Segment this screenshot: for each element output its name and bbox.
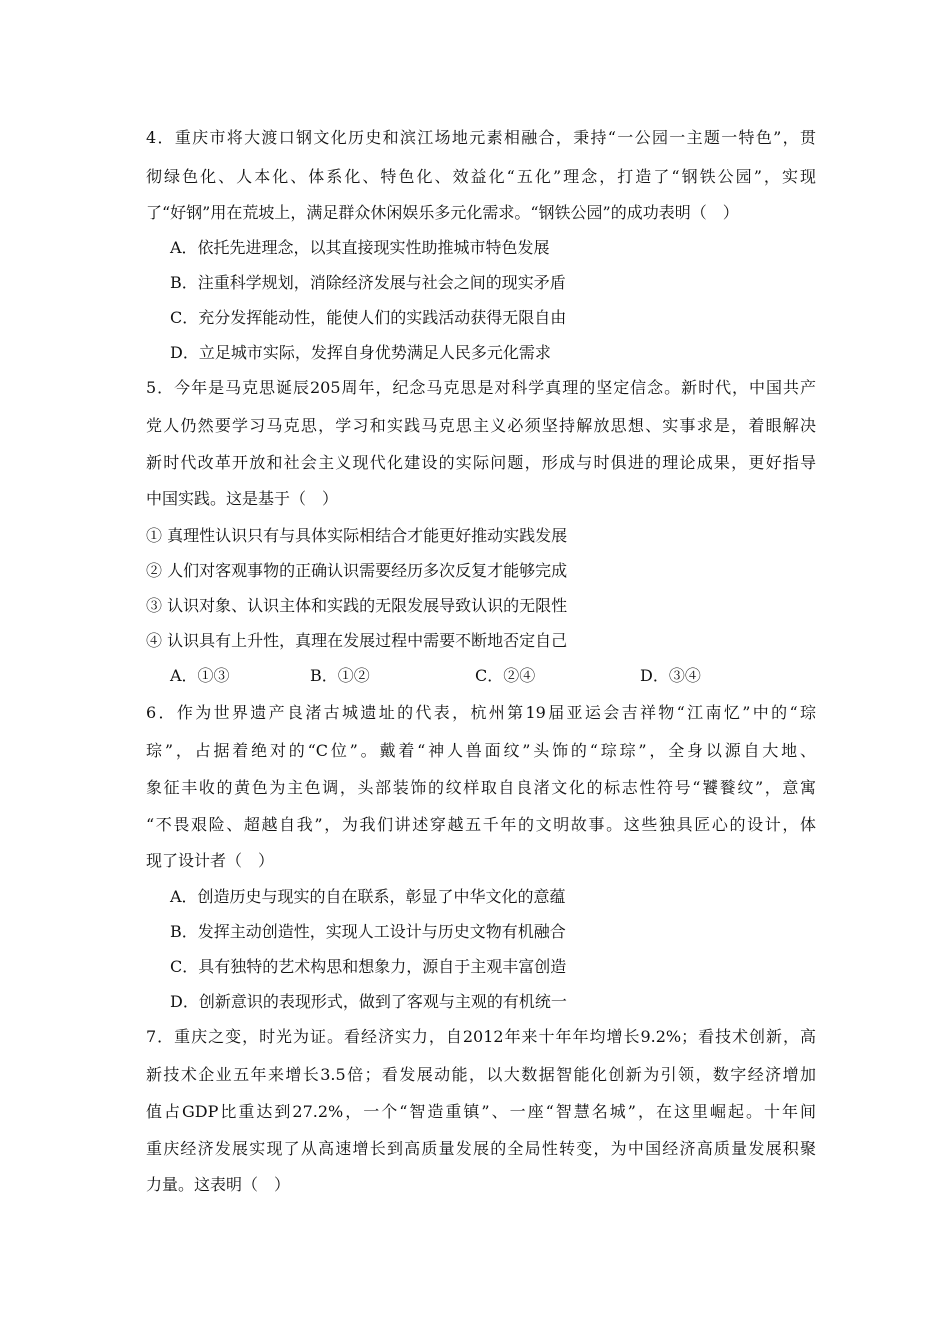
q5-stem-line: 5．今年是马克思诞辰205周年，纪念马克思是对科学真理的坚定信念。新时代，中国共产 [146, 378, 816, 397]
q6-stem-line: “不畏艰险、超越自我”，为我们讲述穿越五千年的文明故事。这些独具匠心的设计，体 [146, 815, 816, 834]
q5-option-b: B．①② [310, 666, 370, 685]
q4-option-c: C．充分发挥能动性，能使人们的实践活动获得无限自由 [170, 308, 567, 327]
q4-stem-line: 了“好钢”用在荒坡上，满足群众休闲娱乐多元化需求。“钢铁公园”的成功表明（ ） [146, 203, 739, 222]
q5-statement-2: ② 人们对客观事物的正确认识需要经历多次反复才能够完成 [146, 561, 568, 580]
q6-option-c: C．具有独特的艺术构思和想象力，源自于主观丰富创造 [170, 957, 567, 976]
q5-option-c: C．②④ [475, 666, 536, 685]
q7-stem-line: 7．重庆之变，时光为证。看经济实力，自2012年来十年年均增长9.2%；看技术创新，高 [146, 1027, 816, 1046]
q4-option-d: D．立足城市实际，发挥自身优势满足人民多元化需求 [170, 343, 551, 362]
q6-stem-line: 6．作为世界遗产良渚古城遗址的代表，杭州第19届亚运会吉祥物“江南忆”中的“琮 [146, 703, 816, 722]
q7-stem-line: 重庆经济发展实现了从高速增长到高质量发展的全局性转变，为中国经济高质量发展积聚 [146, 1139, 816, 1158]
q6-option-a: A．创造历史与现实的自在联系，彰显了中华文化的意蕴 [170, 887, 566, 906]
q6-option-d: D．创新意识的表现形式，做到了客观与主观的有机统一 [170, 992, 567, 1011]
q6-option-b: B．发挥主动创造性，实现人工设计与历史文物有机融合 [170, 922, 566, 941]
q5-statement-1: ① 真理性认识只有与具体实际相结合才能更好推动实践发展 [146, 526, 568, 545]
q5-stem-line: 党人仍然要学习马克思，学习和实践马克思主义必须坚持解放思想、实事求是，着眼解决 [146, 416, 816, 435]
q6-stem-line: 象征丰收的黄色为主色调，头部装饰的纹样取自良渚文化的标志性符号“饕餮纹”，意寓 [146, 778, 816, 797]
q5-statement-4: ④ 认识具有上升性，真理在发展过程中需要不断地否定自己 [146, 631, 568, 650]
q7-stem-line: 新技术企业五年来增长3.5倍；看发展动能，以大数据智能化创新为引领，数字经济增加 [146, 1065, 816, 1084]
q6-stem-line: 现了设计者（ ） [146, 851, 275, 870]
q4-option-b: B．注重科学规划，消除经济发展与社会之间的现实矛盾 [170, 273, 566, 292]
q4-stem-line: 彻绿色化、人本化、体系化、特色化、效益化“五化”理念，打造了“钢铁公园”，实现 [146, 167, 816, 186]
q5-stem-line: 新时代改革开放和社会主义现代化建设的实际问题，形成与时俱进的理论成果，更好指导 [146, 453, 816, 472]
q5-stem-line: 中国实践。这是基于（ ） [146, 489, 339, 508]
q4-stem-line: 4．重庆市将大渡口钢文化历史和滨江场地元素相融合，秉持“一公园一主题一特色”，贯 [146, 128, 816, 147]
q6-stem-line: 琮”，占据着绝对的“C位”。戴着“神人兽面纹”头饰的“琮琮”，全身以源自大地、 [146, 741, 816, 760]
q5-option-a: A．①③ [170, 666, 230, 685]
q7-stem-line: 值占GDP比重达到27.2%，一个“智造重镇”、一座“智慧名城”，在这里崛起。十年间 [146, 1102, 816, 1121]
q5-option-d: D．③④ [640, 666, 701, 685]
q4-option-a: A．依托先进理念，以其直接现实性助推城市特色发展 [170, 238, 550, 257]
q7-stem-line: 力量。这表明（ ） [146, 1175, 291, 1194]
q5-statement-3: ③ 认识对象、认识主体和实践的无限发展导致认识的无限性 [146, 596, 568, 615]
